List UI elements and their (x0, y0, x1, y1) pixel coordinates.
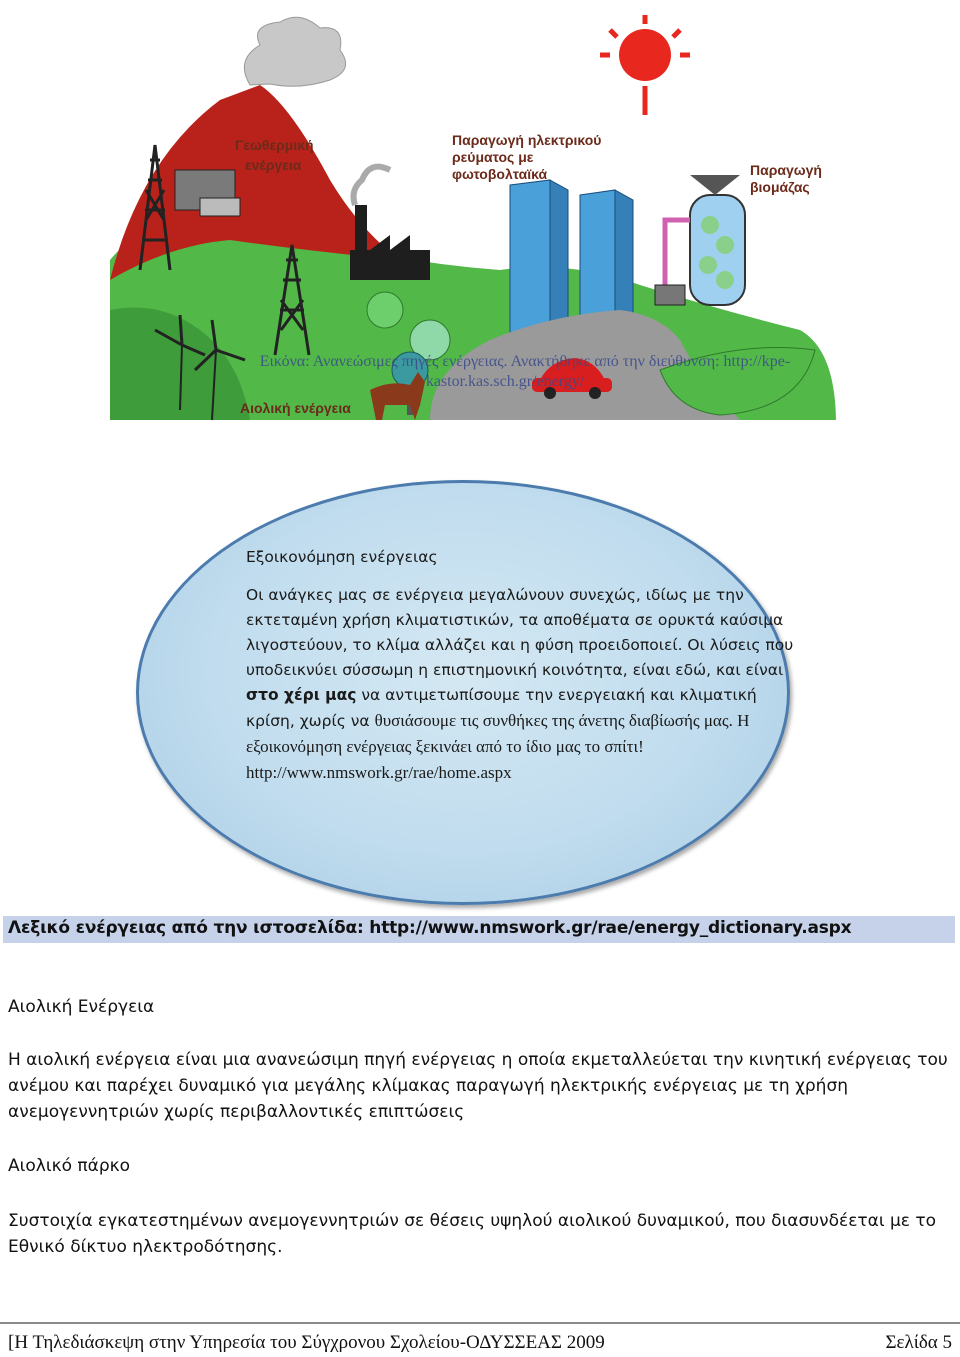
callout-body-bold: στο χέρι μας (246, 686, 357, 704)
footer-divider (0, 1322, 960, 1324)
page-number: Σελίδα 5 (885, 1332, 952, 1353)
callout-body-part1: Οι ανάγκες μας σε ενέργεια μεγαλώνουν συνεχώς, ιδίως με την εκτεταμένη χρήση κλιματιστικών, τα αποθέματα σε ορυκτά καύσιμα λιγοστεύουν, το κλίμα αλλάζει και η φύση προειδοποιεί. Οι λύσεις που υποδεικνύει σύσσωμη η επιστημονική κοινότητα, είναι εδώ, και είναι (246, 586, 794, 679)
biomass-label-line2: βιομάζας (750, 179, 810, 195)
geothermal-pipe (200, 198, 240, 216)
callout-body-serif: θυσιάσουμε τις συνθήκες της άνετης διαβίωσής μας. Η εξοικονόμηση ενέργειας ξεκινάει από το ίδιο μας το σπίτι! http://www.nmswork.gr/rae/home.aspx (246, 711, 750, 782)
section-heading-wind-energy: Αιολική Ενέργεια (8, 997, 155, 1017)
energy-saving-callout-text (246, 545, 806, 786)
section-text-wind-energy: Η αιολική ενέργεια είναι μια ανανεώσιμη πηγή ενέργειας η οποία εκμεταλλεύεται την κινητική ενέργειας του ανέμου και παρέχει δυναμικό για μεγάλης κλίμακας παραγωγή ηλεκτρικής ενέργειας με τη χρήση ανεμογεννητριών χωρίς περιβαλλοντικές επιπτώσεις (8, 1050, 948, 1122)
biomass-facility (655, 175, 745, 305)
sun (619, 29, 671, 81)
geothermal-label-line2: ενέργεια (245, 157, 302, 173)
image-caption-line1: Εικόνα: Ανανεώσιμες πηγές ενέργειας. Ανακτήθηκε από την διεύθυνση: http://kpe- (259, 353, 791, 370)
footer-title: [Η Τηλεδιάσκεψη στην Υπηρεσία του Σύγχρονου Σχολείου-ΟΔΥΣΣΕΑΣ 2009 (8, 1332, 605, 1353)
section-text-wind-park: Συστοιχία εγκατεστημένων ανεμογεννητριών σε θέσεις υψηλού αιολικού δυναμικού, που διασυνδέεται με το Εθνικό δίκτυο ηλεκτροδότησης. (8, 1211, 937, 1257)
volcano-smoke (244, 17, 345, 86)
pv-label-line2: ρεύματος με (452, 149, 534, 165)
geothermal-label-line1: Γεωθερμική (235, 137, 314, 153)
wind-label: Αιολική ενέργεια (240, 400, 351, 416)
pv-label-line1: Παραγωγή ηλεκτρικού (452, 132, 602, 148)
section-heading-wind-park: Αιολικό πάρκο (8, 1156, 131, 1176)
biomass-label-line1: Παραγωγή (750, 162, 822, 178)
pv-label-line3: φωτοβολταϊκά (452, 166, 548, 182)
factory (350, 205, 430, 280)
callout-body-part2: να αντιμετωπίσουμε την ενεργειακή και κλιματική κρίση, χωρίς να (246, 686, 757, 730)
image-caption-line2: kastor.kas.sch.gr/energy/ (425, 373, 585, 390)
callout-body (246, 583, 806, 786)
factory-smoke (354, 167, 390, 205)
dictionary-link[interactable]: Λεξικό ενέργειας από την ιστοσελίδα: http://www.nmswork.gr/rae/energy_dictionary.aspx (8, 918, 852, 938)
callout-title: Εξοικονόμηση ενέργειας (246, 548, 438, 566)
